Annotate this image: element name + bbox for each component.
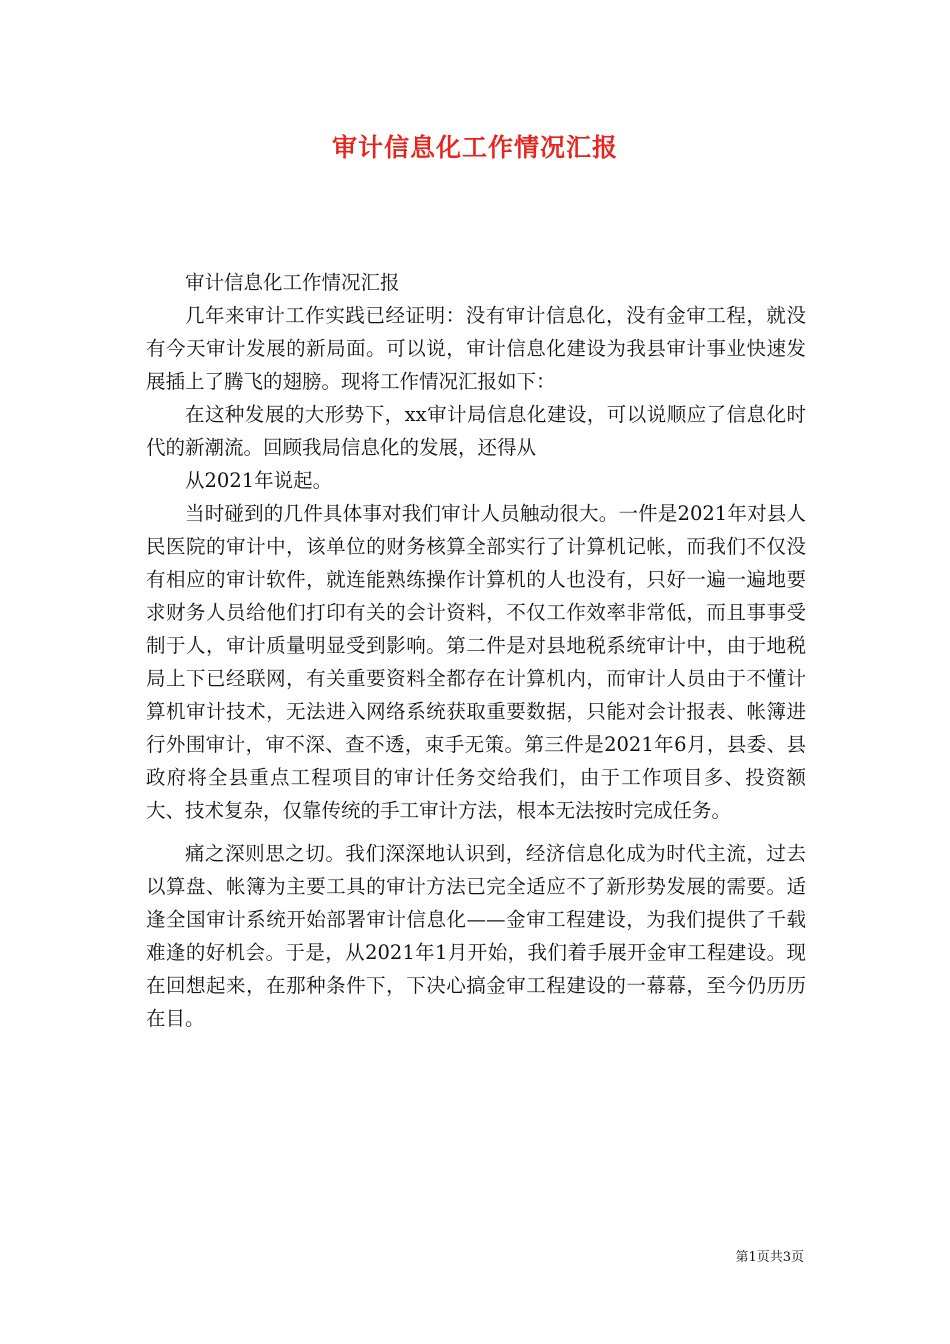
paragraph-cases: 当时碰到的几件具体事对我们审计人员触动很大。一件是2021年对县人民医院的审计中，该单位的财务核算全部实行了计算机记帐，而我们不仅没有相应的审计软件，就连能熟练操作计算机的人也没有，只好一遍一遍地要求财务人员给他们打印有关的会计资料，不仅工作效率非常低，而且事事受制于人，审计质量明显受到影响。第二件是对县地税系统审计中，由于地税局上下已经联网，有关重要资料全都存在计算机内，而审计人员由于不懂计算机审计技术，无法进入网络系统获取重要数据，只能对会计报表、帐簿进行外围审计，审不深、查不透，束手无策。第三件是2021年6月，县委、县政府将全县重点工程项目的审计任务交给我们，由于工作项目多、投资额大、技术复杂，仅靠传统的手工审计方法，根本无法按时完成任务。 [146,502,806,822]
page-number: 第1页共3页 [735,1250,804,1265]
paragraph-reflection: 痛之深则思之切。我们深深地认识到，经济信息化成为时代主流，过去以算盘、帐簿为主要工具的审计方法已完全适应不了新形势发展的需要。适逢全国审计系统开始部署审计信息化——金审工程建设，为我们提供了千载难逢的好机会。于是，从2021年1月开始，我们着手展开金审工程建设。现在回想起来，在那种条件下，下决心搞金审工程建设的一幕幕，至今仍历历在目。 [146,842,806,1030]
document-body [146,266,806,1035]
document-title: 审计信息化工作情况汇报 [331,133,618,162]
paragraph-heading: 审计信息化工作情况汇报 [185,271,400,294]
paragraph-intro: 几年来审计工作实践已经证明：没有审计信息化，没有金审工程，就没有今天审计发展的新局面。可以说，审计信息化建设为我县审计事业快速发展插上了腾飞的翅膀。现将工作情况汇报如下： [146,304,806,393]
paragraph-year: 从2021年说起。 [185,469,333,492]
paragraph-trend: 在这种发展的大形势下，xx审计局信息化建设，可以说顺应了信息化时代的新潮流。回顾我局信息化的发展，还得从 [146,403,806,459]
